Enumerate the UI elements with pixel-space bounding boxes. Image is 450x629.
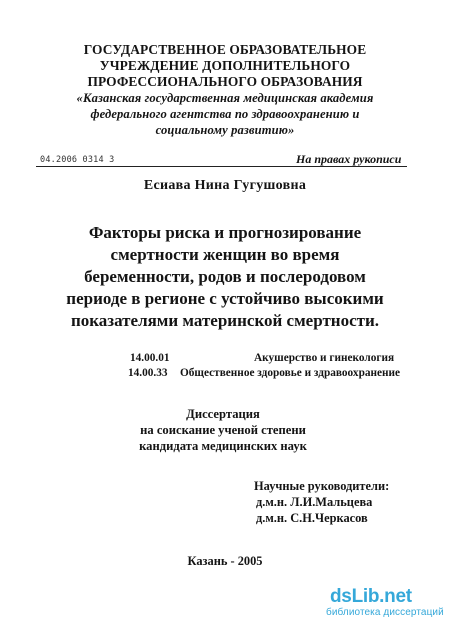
- dissertation-line-3: кандидата медицинских наук: [139, 439, 307, 453]
- institution-line-1: ГОСУДАРСТВЕННОЕ ОБРАЗОВАТЕЛЬНОЕ: [83, 42, 367, 57]
- city-year: Казань - 2005: [187, 554, 263, 568]
- supervisor-first: д.м.н. Л.И.Мальцева: [256, 495, 373, 509]
- institution-line-3: ПРОФЕССИОНАЛЬНОГО ОБРАЗОВАНИЯ: [87, 74, 363, 89]
- institution-line-5: федерального агентства по здравоохранению и: [90, 107, 360, 121]
- specialty-code: 14.00.01: [130, 352, 170, 364]
- supervisor-second: д.м.н. С.Н.Черкасов: [256, 511, 368, 525]
- watermark-logo: dsLib.net: [330, 586, 412, 607]
- title-line-5: показателями материнской смертности.: [70, 311, 380, 330]
- title-line-2: смертности женщин во время: [110, 245, 340, 264]
- specialty-code: 14.00.33: [128, 367, 168, 379]
- title-line-4: периоде в регионе с устойчиво высокими: [66, 289, 384, 308]
- dissertation-line-2: на соискание ученой степени: [140, 423, 306, 437]
- header-divider: [36, 166, 407, 167]
- dslib-watermark: [326, 586, 445, 627]
- institution-line-4: «Казанская государственная медицинская академия: [76, 91, 374, 105]
- dissertation-block: [0, 406, 448, 454]
- author-name: Есиава Нина Гугушовна: [143, 178, 307, 193]
- rights-note: На правах рукописи: [296, 152, 402, 166]
- watermark-subtitle: библиотека диссертаций: [326, 607, 444, 618]
- institution-line-6: социальному развитию»: [155, 123, 295, 137]
- dissertation-line-1: Диссертация: [186, 407, 260, 421]
- title-line-1: Факторы риска и прогнозирование: [88, 223, 362, 242]
- institution-line-2: УЧРЕЖДЕНИЕ ДОПОЛНИТЕЛЬНОГО: [99, 58, 351, 73]
- archive-number-stamp: 04.2006 0314 3: [40, 155, 115, 165]
- specialty-row: [130, 351, 430, 366]
- title-line-3: беременности, родов и послеродовом: [84, 267, 366, 286]
- institution-block: [0, 42, 450, 138]
- supervisors-heading: Научные руководители:: [254, 479, 390, 493]
- specialty-name: Акушерство и гинекология: [254, 352, 395, 364]
- supervisors-block: [254, 478, 389, 526]
- specialties-block: [130, 351, 430, 381]
- specialty-name: Общественное здоровье и здравоохранение: [180, 367, 401, 379]
- dissertation-title: [0, 222, 450, 332]
- specialty-row: [130, 366, 430, 381]
